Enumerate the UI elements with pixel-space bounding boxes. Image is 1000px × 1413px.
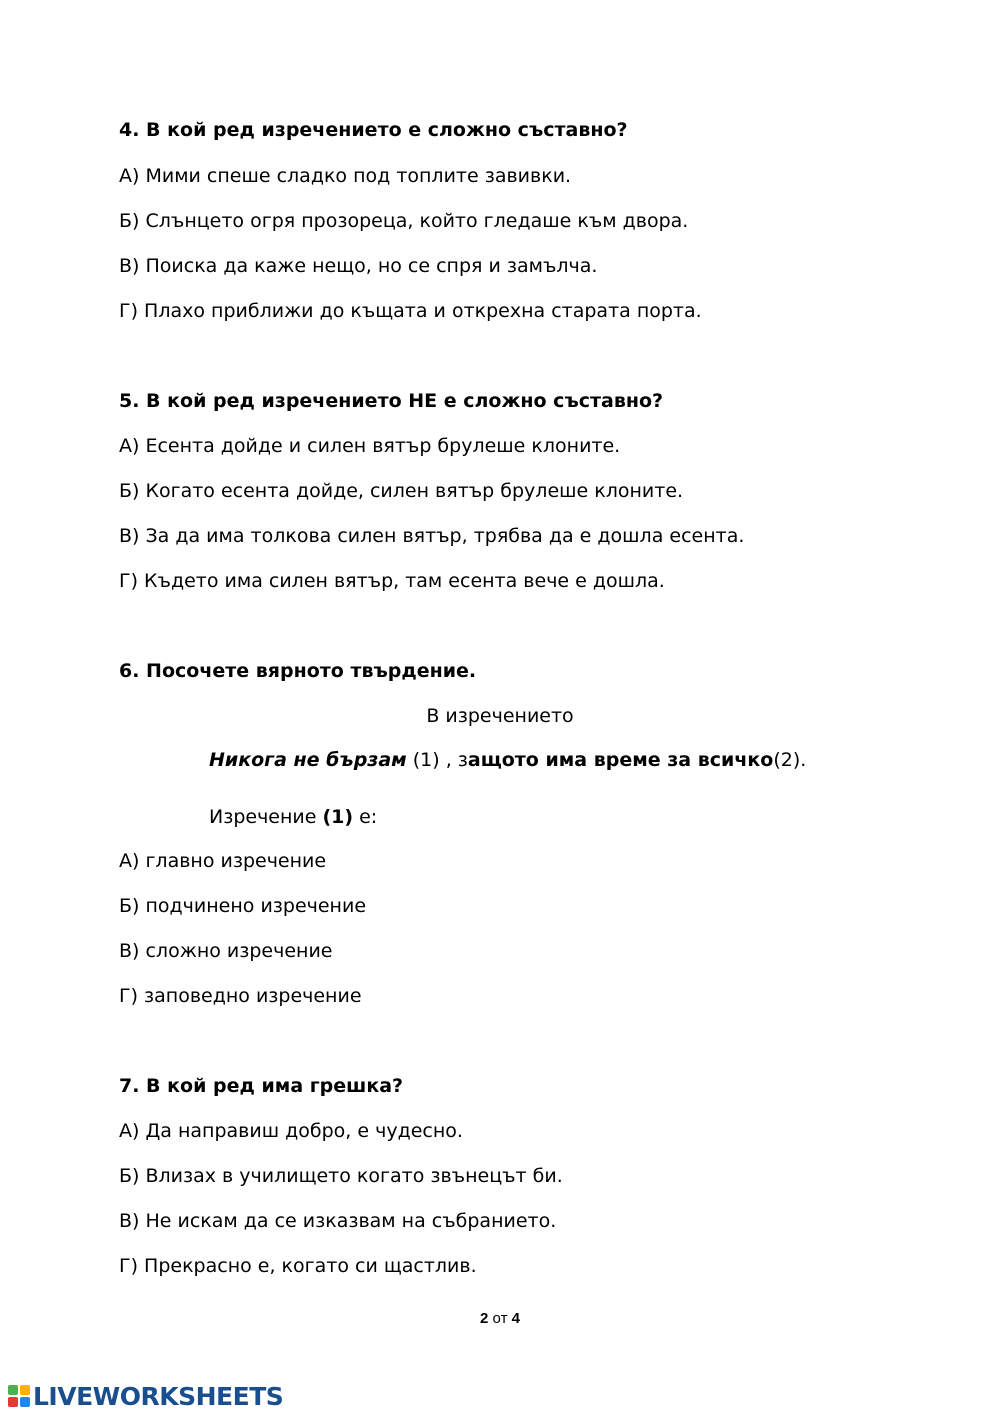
total-pages: 4 [511,1310,520,1327]
page-separator: от [488,1310,512,1327]
sentence-clause-1: Никога не бързам [209,749,407,771]
question-7-option-c: В) Не искам да се изказвам на събранието. [119,1210,557,1232]
page-number [0,1310,1000,1327]
question-4-title: 4. В кой ред изречението е сложно съставно? [119,119,628,141]
prompt-after: е: [353,806,378,828]
liveworksheets-logo [8,1380,283,1412]
question-5-option-a: А) Есента дойде и силен вятър брулеше клоните. [119,435,621,457]
question-4-option-d: Г) Плахо приближи до къщата и открехна старата порта. [119,300,702,322]
logo-text-live: LIVE [33,1381,93,1411]
logo-block-3 [8,1397,18,1407]
question-4-option-a: А) Мими спеше сладко под топлите завивки. [119,165,572,187]
question-7-option-d: Г) Прекрасно е, когато си щастлив. [119,1255,477,1277]
question-6-sentence [209,749,806,771]
question-6-option-d: Г) заповедно изречение [119,985,362,1007]
question-6-option-b: Б) подчинено изречение [119,895,367,917]
question-6-option-a: А) главно изречение [119,850,327,872]
logo-block-2 [20,1385,30,1395]
question-5-option-d: Г) Където има силен вятър, там есента вече е дошла. [119,570,665,592]
question-6-prompt [209,806,377,828]
sentence-mark-1: (1) , з [406,749,468,771]
question-6-intro: В изречението [426,705,574,727]
logo-text [33,1382,283,1411]
question-4-option-b: Б) Слънцето огря прозореца, който гледаше към двора. [119,210,689,232]
question-7-option-a: А) Да направиш добро, е чудесно. [119,1120,463,1142]
question-5-option-c: В) За да има толкова силен вятър, трябва да е дошла есента. [119,525,745,547]
prompt-before: Изречение [209,806,323,828]
question-5-option-b: Б) Когато есента дойде, силен вятър брулеше клоните. [119,480,684,502]
question-6-title: 6. Посочете вярното твърдение. [119,660,477,682]
prompt-number: (1) [322,806,354,828]
sentence-mark-2: (2). [773,749,807,771]
question-6-option-c: В) сложно изречение [119,940,333,962]
logo-text-worksheets: WORKSHEETS [92,1381,284,1411]
current-page: 2 [480,1310,489,1327]
sentence-clause-2: ащото има време за всичко [467,749,774,771]
question-4-option-c: В) Поиска да каже нещо, но се спря и замълча. [119,255,598,277]
question-5-title: 5. В кой ред изречението НЕ е сложно съставно? [119,390,664,412]
logo-block-4 [20,1397,30,1407]
question-7-option-b: Б) Влизах в училището когато звънецът би. [119,1165,563,1187]
logo-block-1 [8,1385,18,1395]
question-7-title: 7. В кой ред има грешка? [119,1075,404,1097]
logo-blocks-icon [8,1385,30,1407]
